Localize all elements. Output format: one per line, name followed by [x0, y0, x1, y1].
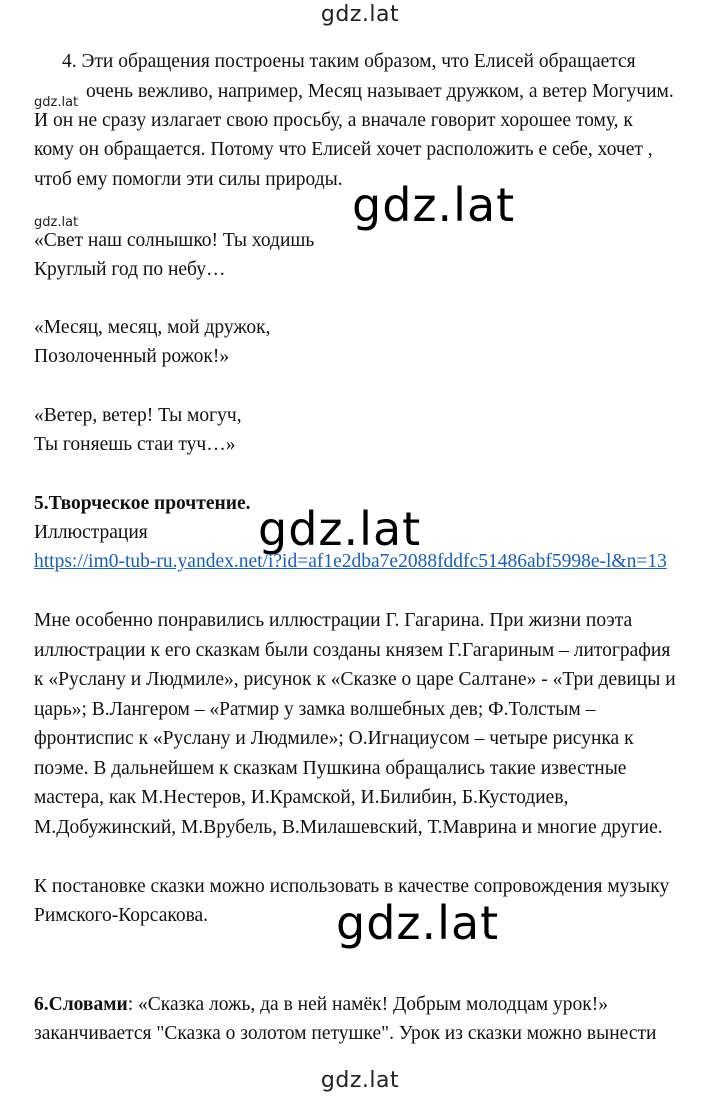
- watermark-large: gdz.lat: [352, 178, 516, 232]
- section5-paragraph-line: иллюстрации к его сказкам были созданы князем Г.Гагариным – литография: [34, 640, 671, 661]
- section4-line: кому он обращается. Потому что Елисей хочет расположить е себе, хочет ,: [34, 139, 653, 160]
- section5-paragraph-line: Римского-Корсакова.: [34, 905, 209, 926]
- illustration-link[interactable]: https://im0-tub-ru.yandex.net/i?id=af1e2dba7e2088fddfc51486abf5998e-l&n=13: [34, 551, 667, 572]
- section5-paragraph-line: мастера, как М.Нестеров, И.Крамской, И.Билибин, Б.Кустодиев,: [34, 787, 569, 808]
- section5-paragraph-line: К постановке сказки можно использовать в качестве сопровождения музыку: [34, 876, 670, 897]
- quote-line: «Свет наш солнышко! Ты ходишь: [34, 230, 315, 251]
- quote-line: Позолоченный рожок!»: [34, 346, 230, 367]
- section5-paragraph-line: царь»; В.Лангером – «Ратмир у замка волшебных дев; Ф.Толстым –: [34, 699, 596, 720]
- watermark-large: gdz.lat: [336, 896, 500, 950]
- quote-line: «Месяц, месяц, мой дружок,: [34, 317, 271, 338]
- section4-line: очень вежливо, например, Месяц называет дружком, а ветер Могучим.: [86, 81, 674, 102]
- section5-paragraph-line: поэме. В дальнейшем к сказкам Пушкина обращались такие известные: [34, 758, 627, 779]
- section5-paragraph-line: М.Добужинский, М.Врубель, В.Милашевский, Т.Маврина и многие другие.: [34, 817, 663, 838]
- section6-heading: 6.Словами: [34, 994, 128, 1015]
- quote-line: Круглый год по небу…: [34, 259, 226, 280]
- section4-line: чтоб ему помогли эти силы природы.: [34, 169, 343, 190]
- quote-line: Ты гоняешь стаи туч…»: [34, 434, 236, 455]
- section6-line: заканчивается "Сказка о золотом петушке". Урок из сказки можно вынести: [34, 1023, 657, 1044]
- watermark-large: gdz.lat: [258, 502, 422, 556]
- section6-line: [34, 990, 608, 1020]
- watermark-top: gdz.lat: [320, 2, 400, 27]
- section5-heading: 5.Творческое прочтение.: [34, 493, 251, 514]
- watermark-bottom: gdz.lat: [320, 1068, 400, 1093]
- section4-line: И он не сразу излагает свою просьбу, а вначале говорит хорошее тому, к: [34, 110, 633, 131]
- watermark-small: gdz.lat: [34, 215, 79, 230]
- section4-line: 4. Эти обращения построены таким образом, что Елисей обращается: [62, 51, 636, 72]
- section5-subheading: Иллюстрация: [34, 522, 148, 543]
- watermark-small: gdz.lat: [34, 95, 79, 110]
- quote-line: «Ветер, ветер! Ты могуч,: [34, 405, 242, 426]
- section6-quote: : «Сказка ложь, да в ней намёк! Добрым молодцам урок!»: [127, 994, 608, 1015]
- section5-paragraph-line: фронтиспис к «Руслану и Людмиле»; О.Игнациусом – четыре рисунка к: [34, 728, 634, 749]
- section5-paragraph-line: к «Руслану и Людмиле», рисунок к «Сказке о царе Салтане» - «Три девицы и: [34, 669, 676, 690]
- section5-paragraph-line: Мне особенно понравились иллюстрации Г. Гагарина. При жизни поэта: [34, 610, 633, 631]
